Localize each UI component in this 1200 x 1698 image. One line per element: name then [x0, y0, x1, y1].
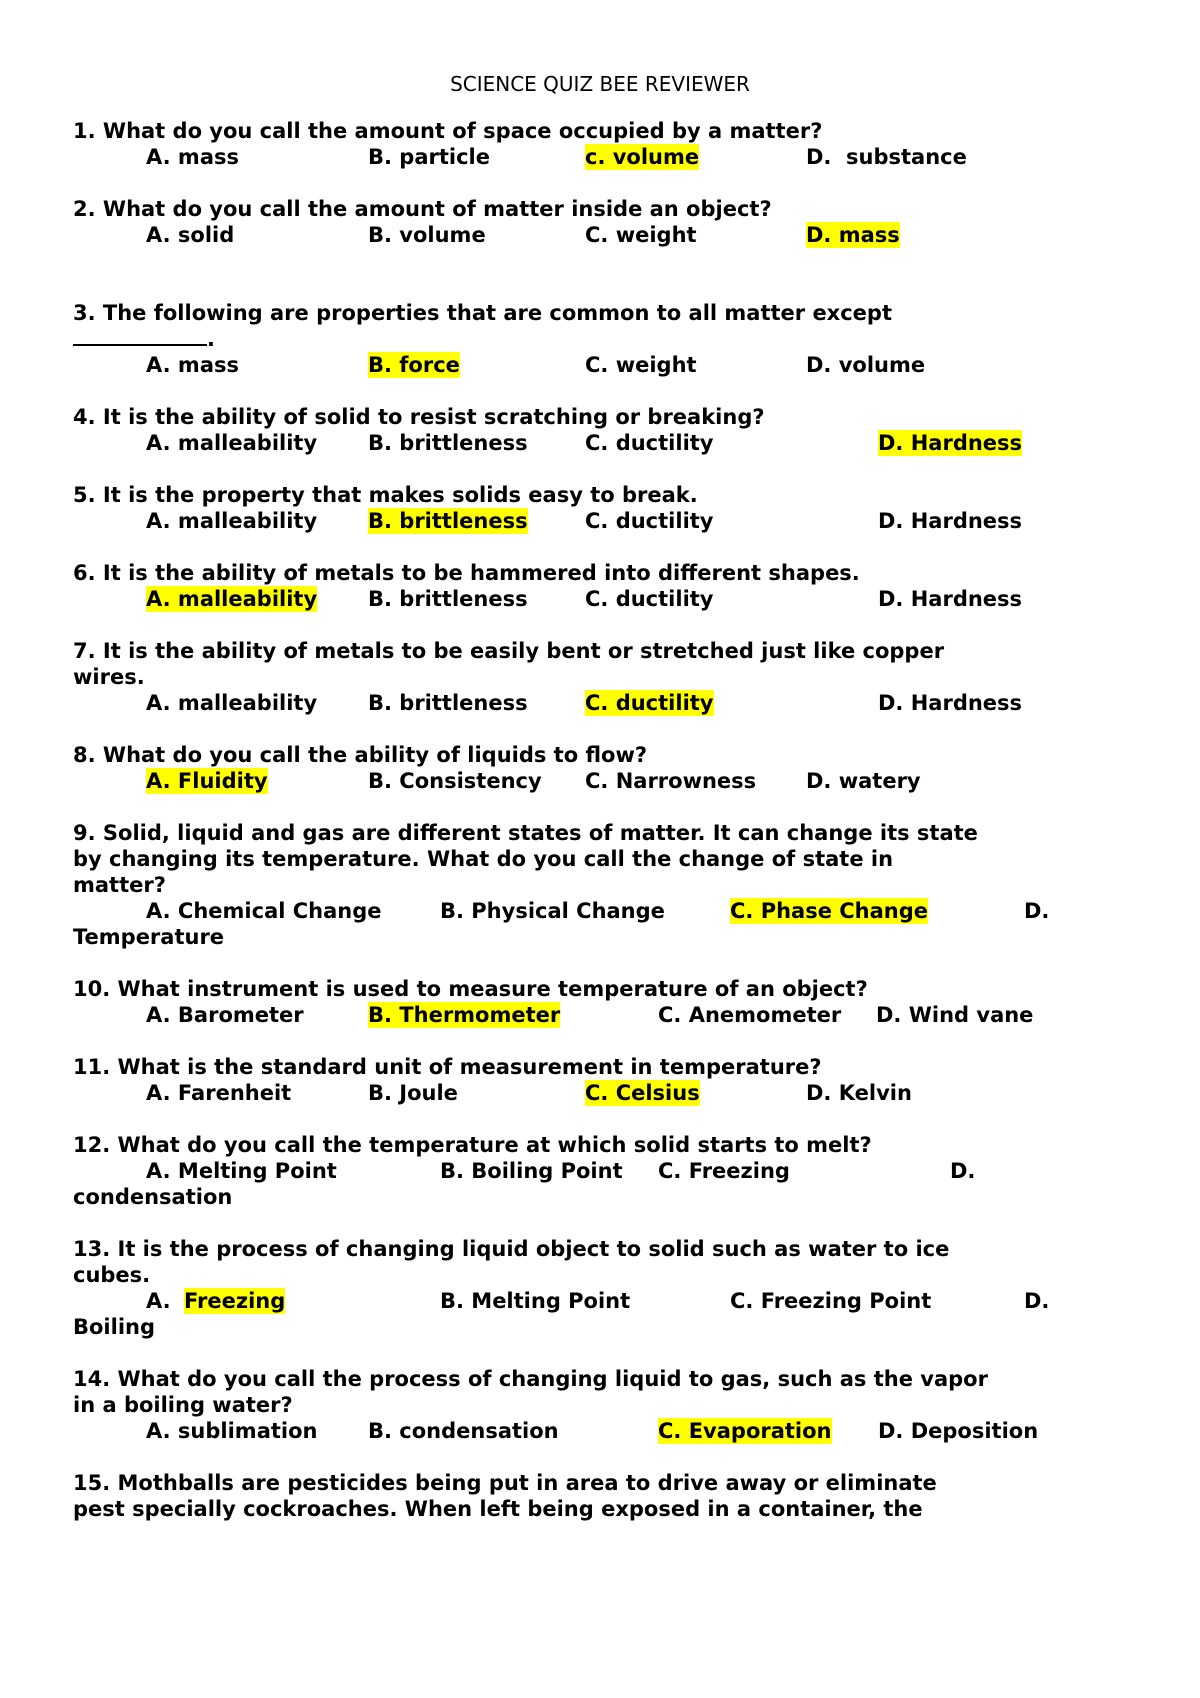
q5-option-d: D. Hardness: [878, 509, 1023, 533]
question-3-blank-line: .: [73, 326, 215, 352]
question-15-cont: pest specially cockroaches. When left being exposed in a container, the: [73, 1497, 923, 1521]
q3-option-c: C. weight: [585, 353, 697, 377]
question-3: 3. The following are properties that are common to all matter except: [73, 301, 892, 325]
q5-option-c: C. ductility: [585, 509, 714, 533]
q8-option-b: B. Consistency: [368, 769, 542, 793]
q14-option-b: B. condensation: [368, 1419, 559, 1443]
question-7: 7. It is the ability of metals to be easily bent or stretched just like copper: [73, 639, 945, 663]
q13-option-d-wrap: Boiling: [73, 1315, 156, 1339]
q6-option-c: C. ductility: [585, 587, 714, 611]
q6-option-a-answer: A. malleability: [146, 587, 318, 611]
q10-option-b-answer: B. Thermometer: [368, 1003, 561, 1027]
q14-option-c-answer: C. Evaporation: [658, 1419, 832, 1443]
question-13: 13. It is the process of changing liquid object to solid such as water to ice: [73, 1237, 950, 1261]
q3-option-d: D. volume: [806, 353, 926, 377]
q4-option-d-answer: D. Hardness: [878, 431, 1023, 455]
q12-option-d: D.: [950, 1159, 976, 1183]
q4-option-b: B. brittleness: [368, 431, 528, 455]
q6-option-b: B. brittleness: [368, 587, 528, 611]
question-12: 12. What do you call the temperature at which solid starts to melt?: [73, 1133, 872, 1157]
question-10: 10. What instrument is used to measure temperature of an object?: [73, 977, 868, 1001]
question-9-cont-2: matter?: [73, 873, 166, 897]
q13-option-a-answer: Freezing: [184, 1289, 286, 1313]
q9-option-c-answer: C. Phase Change: [730, 899, 929, 923]
q7-option-c-answer: C. ductility: [585, 691, 714, 715]
q7-option-b: B. brittleness: [368, 691, 528, 715]
question-11: 11. What is the standard unit of measurement in temperature?: [73, 1055, 822, 1079]
q7-option-d: D. Hardness: [878, 691, 1023, 715]
q13-option-a-label: A.: [146, 1289, 178, 1313]
q4-option-a: A. malleability: [146, 431, 318, 455]
q2-option-d-answer: D. mass: [806, 223, 900, 247]
document-title: SCIENCE QUIZ BEE REVIEWER: [450, 72, 750, 96]
q14-option-a: A. sublimation: [146, 1419, 318, 1443]
question-9-cont: by changing its temperature. What do you call the change of state in: [73, 847, 894, 871]
q12-option-a: A. Melting Point: [146, 1159, 337, 1183]
question-4: 4. It is the ability of solid to resist scratching or breaking?: [73, 405, 765, 429]
question-14: 14. What do you call the process of changing liquid to gas, such as the vapor: [73, 1367, 988, 1391]
q1-option-c-answer: c. volume: [585, 145, 700, 169]
q5-option-b-answer: B. brittleness: [368, 509, 528, 533]
question-8: 8. What do you call the ability of liquids to flow?: [73, 743, 648, 767]
question-5: 5. It is the property that makes solids easy to break.: [73, 483, 698, 507]
q10-option-a: A. Barometer: [146, 1003, 304, 1027]
q10-option-d: D. Wind vane: [876, 1003, 1034, 1027]
q7-option-a: A. malleability: [146, 691, 318, 715]
q12-option-c: C. Freezing: [658, 1159, 790, 1183]
question-6: 6. It is the ability of metals to be hammered into different shapes.: [73, 561, 860, 585]
q3-option-a: A. mass: [146, 353, 239, 377]
question-2: 2. What do you call the amount of matter inside an object?: [73, 197, 772, 221]
q9-option-a: A. Chemical Change: [146, 899, 382, 923]
q11-option-b: B. Joule: [368, 1081, 458, 1105]
q2-option-a: A. solid: [146, 223, 235, 247]
q3-option-b-answer: B. force: [368, 353, 460, 377]
q9-option-b: B. Physical Change: [440, 899, 665, 923]
q8-option-d: D. watery: [806, 769, 921, 793]
q11-option-c-answer: C. Celsius: [585, 1081, 700, 1105]
q4-option-c: C. ductility: [585, 431, 714, 455]
q14-option-d: D. Deposition: [878, 1419, 1039, 1443]
question-7-cont: wires.: [73, 665, 145, 689]
question-15: 15. Mothballs are pesticides being put in area to drive away or eliminate: [73, 1471, 937, 1495]
question-1: 1. What do you call the amount of space occupied by a matter?: [73, 119, 823, 143]
question-9: 9. Solid, liquid and gas are different states of matter. It can change its state: [73, 821, 978, 845]
q1-option-b: B. particle: [368, 145, 490, 169]
q10-option-c: C. Anemometer: [658, 1003, 842, 1027]
q11-option-d: D. Kelvin: [806, 1081, 912, 1105]
q1-option-d: D. substance: [806, 145, 967, 169]
q8-option-a-answer: A. Fluidity: [146, 769, 268, 793]
q13-option-c: C. Freezing Point: [730, 1289, 932, 1313]
question-13-cont: cubes.: [73, 1263, 151, 1287]
q11-option-a: A. Farenheit: [146, 1081, 292, 1105]
q8-option-c: C. Narrowness: [585, 769, 757, 793]
q2-option-b: B. volume: [368, 223, 486, 247]
q9-option-d: D.: [1024, 899, 1050, 923]
question-14-cont: in a boiling water?: [73, 1393, 293, 1417]
q13-option-d: D.: [1024, 1289, 1050, 1313]
q12-option-d-wrap: condensation: [73, 1185, 233, 1209]
q1-option-a: A. mass: [146, 145, 239, 169]
q12-option-b: B. Boiling Point: [440, 1159, 623, 1183]
q9-option-d-wrap: Temperature: [73, 925, 225, 949]
q13-option-b: B. Melting Point: [440, 1289, 631, 1313]
q5-option-a: A. malleability: [146, 509, 318, 533]
q2-option-c: C. weight: [585, 223, 697, 247]
answer-blank: [73, 328, 207, 346]
q6-option-d: D. Hardness: [878, 587, 1023, 611]
